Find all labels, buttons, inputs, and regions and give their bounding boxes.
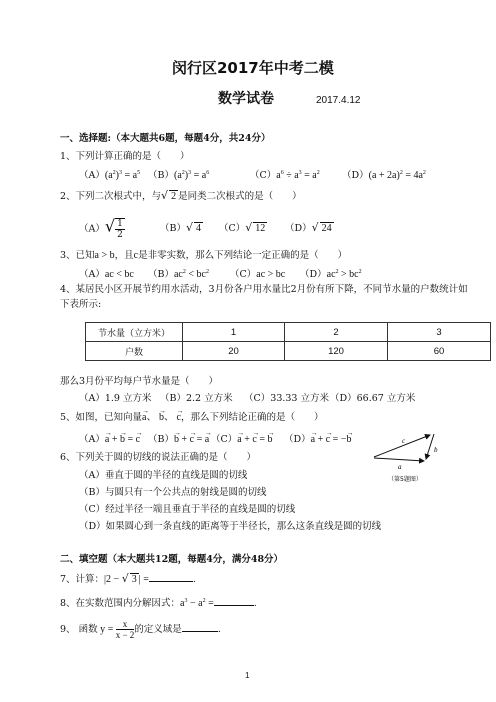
table-cell: 1 [183, 323, 285, 342]
vector-b-label: b [434, 446, 438, 454]
q3-option-a: （A）ac < bc [79, 269, 134, 280]
vector-a-label: a [398, 463, 402, 471]
vector-a-arrow [374, 458, 424, 461]
q8-stem: 8、在实数范围内分解因式：$a^3 - a^2$ = . [60, 598, 257, 609]
q2-option-b: （B）√ 4 [160, 221, 201, 234]
q2-option-a: （A）√ $\frac{1}{2}$ [79, 216, 123, 240]
vector-figure [368, 428, 448, 484]
q4-stem-line1: 4、某居民小区开展节约用水活动，3月份各户用水量比2月份有所下降，不同节水量的户数统计如 [60, 284, 468, 295]
q5-option-b: （B）→ b + → c = → a [148, 434, 209, 446]
q1-option-c: $(C)a^6 \div a^3 = a^2$ [250, 170, 320, 181]
table-row-label: 户数 [86, 342, 183, 361]
vector-b-arrow [426, 434, 434, 459]
q6-option-d: （D）如果圆心到一条直线的距离等于半径长，那么这条直线是圆的切线 [79, 521, 382, 532]
q1-option-d: $(D)(a + 2a)^2 = 4a^2$ [342, 170, 426, 181]
exam-subtitle: 数学试卷 [218, 91, 274, 107]
q3-option-c: （C）ac > bc [230, 269, 286, 280]
q1-option-b: $(B)(a^2)^3 = a^6$ [148, 170, 210, 181]
q9-stem: 9、 函数 y = $\frac{x}{x - 2}$ 的定义域是 . [60, 619, 221, 640]
q3-option-d: $(D)ac^2 > bc^2$ [300, 269, 362, 280]
q6-option-a: （A）垂直于圆的半径的直线是圆的切线 [79, 470, 248, 481]
q6-option-c: （C）经过半径一端且垂直于半径的直线是圆的切线 [79, 504, 296, 515]
page-number: 1 [245, 671, 250, 680]
q5-option-d: （D）→ a + → c = −→ b [284, 434, 351, 446]
table-header-label: 节水量（立方米） [86, 323, 183, 342]
q7-stem: 7、计算：|2 − √ 3 | = . [60, 572, 196, 585]
q6-option-b: （B）与圆只有一个公共点的射线是圆的切线 [79, 487, 267, 498]
table-cell: 120 [285, 342, 388, 361]
q5-option-c: （C）→ a + → c = → b [211, 434, 272, 446]
q4-stem-line2: 下表所示: [60, 299, 102, 310]
figure-caption: （第5题图） [388, 476, 422, 483]
exam-date: 2017.4.12 [316, 95, 361, 106]
q4-option-c: （C）33.33 立方米 [244, 393, 329, 404]
q6-stem: 6、下列关于圆的切线的说法正确的是（ ） [60, 452, 257, 463]
section1-heading: 一、选择题:（本大题共6题，每题4分，共24分） [60, 133, 271, 144]
table-cell: 3 [388, 323, 491, 342]
q2-stem: 2、下列二次根式中，与√ 2 是同类二次根式的是（ ） [60, 189, 302, 202]
q4-option-b: （B）2.2 立方米 [160, 393, 233, 404]
q3-stem: 3、已知a > b，且c是非零实数，那么下列结论一定正确的是（ ） [60, 250, 348, 261]
q5-option-a: （A）→ a + → b = → c [79, 434, 140, 446]
vector-c-label: c [402, 437, 406, 445]
q2-option-c: （C）√ 12 [219, 221, 266, 234]
q2-option-d: （D）√ 24 [285, 221, 332, 234]
table-row [86, 323, 491, 342]
exam-title: 闵行区2017年中考二模 [172, 59, 334, 77]
table-cell: 60 [388, 342, 491, 361]
q4-option-a: （A）1.9 立方米 [79, 393, 152, 404]
water-saving-table [85, 322, 491, 361]
q5-stem: 5、如图，已知向量→ a、 → b、 → c，那么下列结论正确的是（ ） [60, 412, 323, 424]
table-cell: 2 [285, 323, 388, 342]
q4-option-d: （D）66.67 立方米 [330, 393, 416, 404]
q3-option-b: $(B)ac^2 < bc^2$ [148, 269, 209, 280]
q1-stem: 1、下列计算正确的是（ ） [60, 151, 190, 162]
q1-option-a: $(A)(a^2)^3 = a^5$ [79, 170, 141, 181]
table-row [86, 342, 491, 361]
table-cell: 20 [183, 342, 285, 361]
q4-after: 那么3月份平均每户节水量是（ ） [60, 376, 219, 387]
section2-heading: 二、填空题（本大题共12题，每题4分，满分48分） [60, 554, 284, 565]
